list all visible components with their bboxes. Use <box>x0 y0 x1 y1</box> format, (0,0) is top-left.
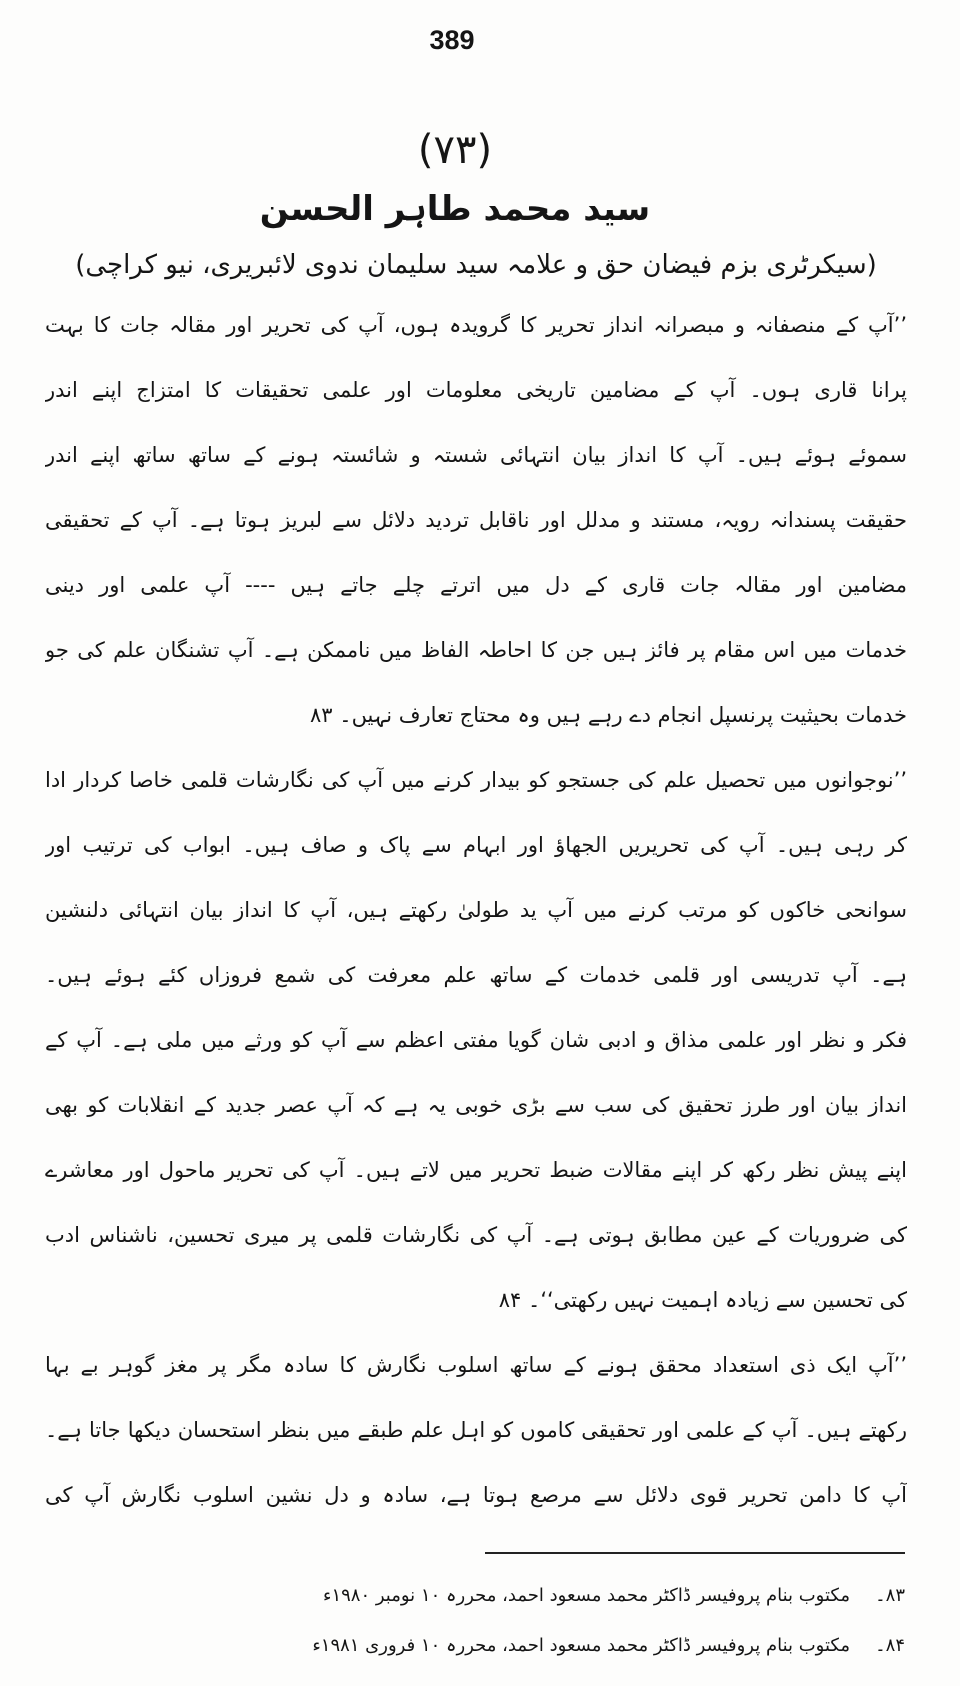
text-line: آپ کا دامن تحریر قوی دلائل سے مرصع ہوتا ہے، سادہ و دل نشین اسلوب نگارش آپ کی <box>45 1483 907 1507</box>
text-line: ’’آپ ایک ذی استعداد محقق ہونے کے ساتھ اسلوب نگارش کا سادہ مگر پر مغز گوہر بے بہا <box>45 1353 907 1377</box>
footnotes <box>300 1571 905 1671</box>
text-line: خدمات میں اس مقام پر فائز ہیں جن کا احاطہ الفاظ میں ناممکن ہے۔ آپ تشنگان علم کی جو <box>45 638 907 662</box>
footnote-text: مکتوب بنام پروفیسر ڈاکٹر محمد مسعود احمد، محررہ ۱۰ نومبر ۱۹۸۰ء <box>323 1585 850 1606</box>
chapter-number: (۷۳) <box>417 127 493 173</box>
text-line: سموئے ہوئے ہیں۔ آپ کا انداز بیان انتہائی شستہ و شائستہ ہونے کے ساتھ ساتھ اپنے اندر <box>45 443 907 467</box>
subtitle: (سیکرٹری بزم فیضان حق و علامہ سید سلیمان ندوی لائبریری، نیو کراچی) <box>75 250 877 280</box>
text-line: سوانحی خاکوں کو مرتب کرنے میں آپ ید طولیٰ رکھتے ہیں، آپ کا انداز بیان انتہائی دلنشین <box>45 898 907 922</box>
text-line: فکر و نظر اور علمی مذاق و ادبی شان گویا مفتی اعظم سے آپ کو ورثے میں ملی ہے۔ آپ کے <box>45 1028 907 1052</box>
footnote <box>300 1571 905 1621</box>
footnote-number: ۸۴۔ <box>875 1635 905 1656</box>
text-line: کی تحسین سے زیادہ اہمیت نہیں رکھتی‘‘۔ ۸۴ <box>498 1288 907 1312</box>
footnote-divider <box>485 1552 905 1554</box>
page-number: 389 <box>429 25 475 55</box>
text-line: حقیقت پسندانہ رویہ، مستند و مدلل اور ناقابل تردید دلائل سے لبریز ہوتا ہے۔ آپ کے تحقیقی <box>45 508 907 532</box>
paragraph-2 <box>45 748 907 1333</box>
text-line: پرانا قاری ہوں۔ آپ کے مضامین تاریخی معلومات اور علمی تحقیقات کا امتزاج اپنے اندر <box>45 378 907 402</box>
text-line: کر رہی ہیں۔ آپ کی تحریریں الجھاؤ اور ابہام سے پاک و صاف ہیں۔ ابواب کی ترتیب اور <box>45 833 907 857</box>
footnote-text: مکتوب بنام پروفیسر ڈاکٹر محمد مسعود احمد، محررہ ۱۰ فروری ۱۹۸۱ء <box>312 1635 850 1656</box>
footnote <box>300 1621 905 1671</box>
chapter-title: سید محمد طاہر الحسن <box>259 189 651 229</box>
text-line: ہے۔ آپ تدریسی اور قلمی خدمات کے ساتھ علم معرفت کی شمع فروزاں کئے ہوئے ہیں۔ <box>45 963 907 987</box>
text-line: کی ضروریات کے عین مطابق ہوتی ہے۔ آپ کی نگارشات قلمی پر میری تحسین، ناشناس ادب <box>45 1223 907 1247</box>
paragraph-3 <box>45 1333 907 1528</box>
text-line: انداز بیان اور طرز تحقیق کی سب سے بڑی خوبی یہ ہے کہ آپ عصر جدید کے انقلابات کو بھی <box>45 1093 907 1117</box>
footnote-number: ۸۳۔ <box>875 1585 905 1606</box>
body-text <box>45 293 907 1528</box>
text-line: ’’نوجوانوں میں تحصیل علم کی جستجو کو بیدار کرنے میں آپ کی نگارشات قلمی خاصا کردار ادا <box>45 768 907 792</box>
text-line: رکھتے ہیں۔ آپ کے علمی اور تحقیقی کاموں کو اہل علم طبقے میں بنظر استحسان دیکھا جاتا ہے۔ <box>45 1418 907 1442</box>
text-line: خدمات بحیثیت پرنسپل انجام دے رہے ہیں وہ محتاج تعارف نہیں۔ ۸۳ <box>310 703 907 727</box>
text-line: اپنے پیش نظر رکھ کر اپنے مقالات ضبط تحریر میں لاتے ہیں۔ آپ کی تحریر ماحول اور معاشرے <box>45 1158 907 1182</box>
paragraph-1 <box>45 293 907 748</box>
text-line: ’’آپ کے منصفانہ و مبصرانہ انداز تحریر کا گرویدہ ہوں، آپ کی تحریر اور مقالہ جات کا بہت <box>45 313 907 337</box>
text-line: مضامین اور مقالہ جات قاری کے دل میں اترتے چلے جاتے ہیں ---- آپ علمی اور دینی <box>45 573 907 597</box>
